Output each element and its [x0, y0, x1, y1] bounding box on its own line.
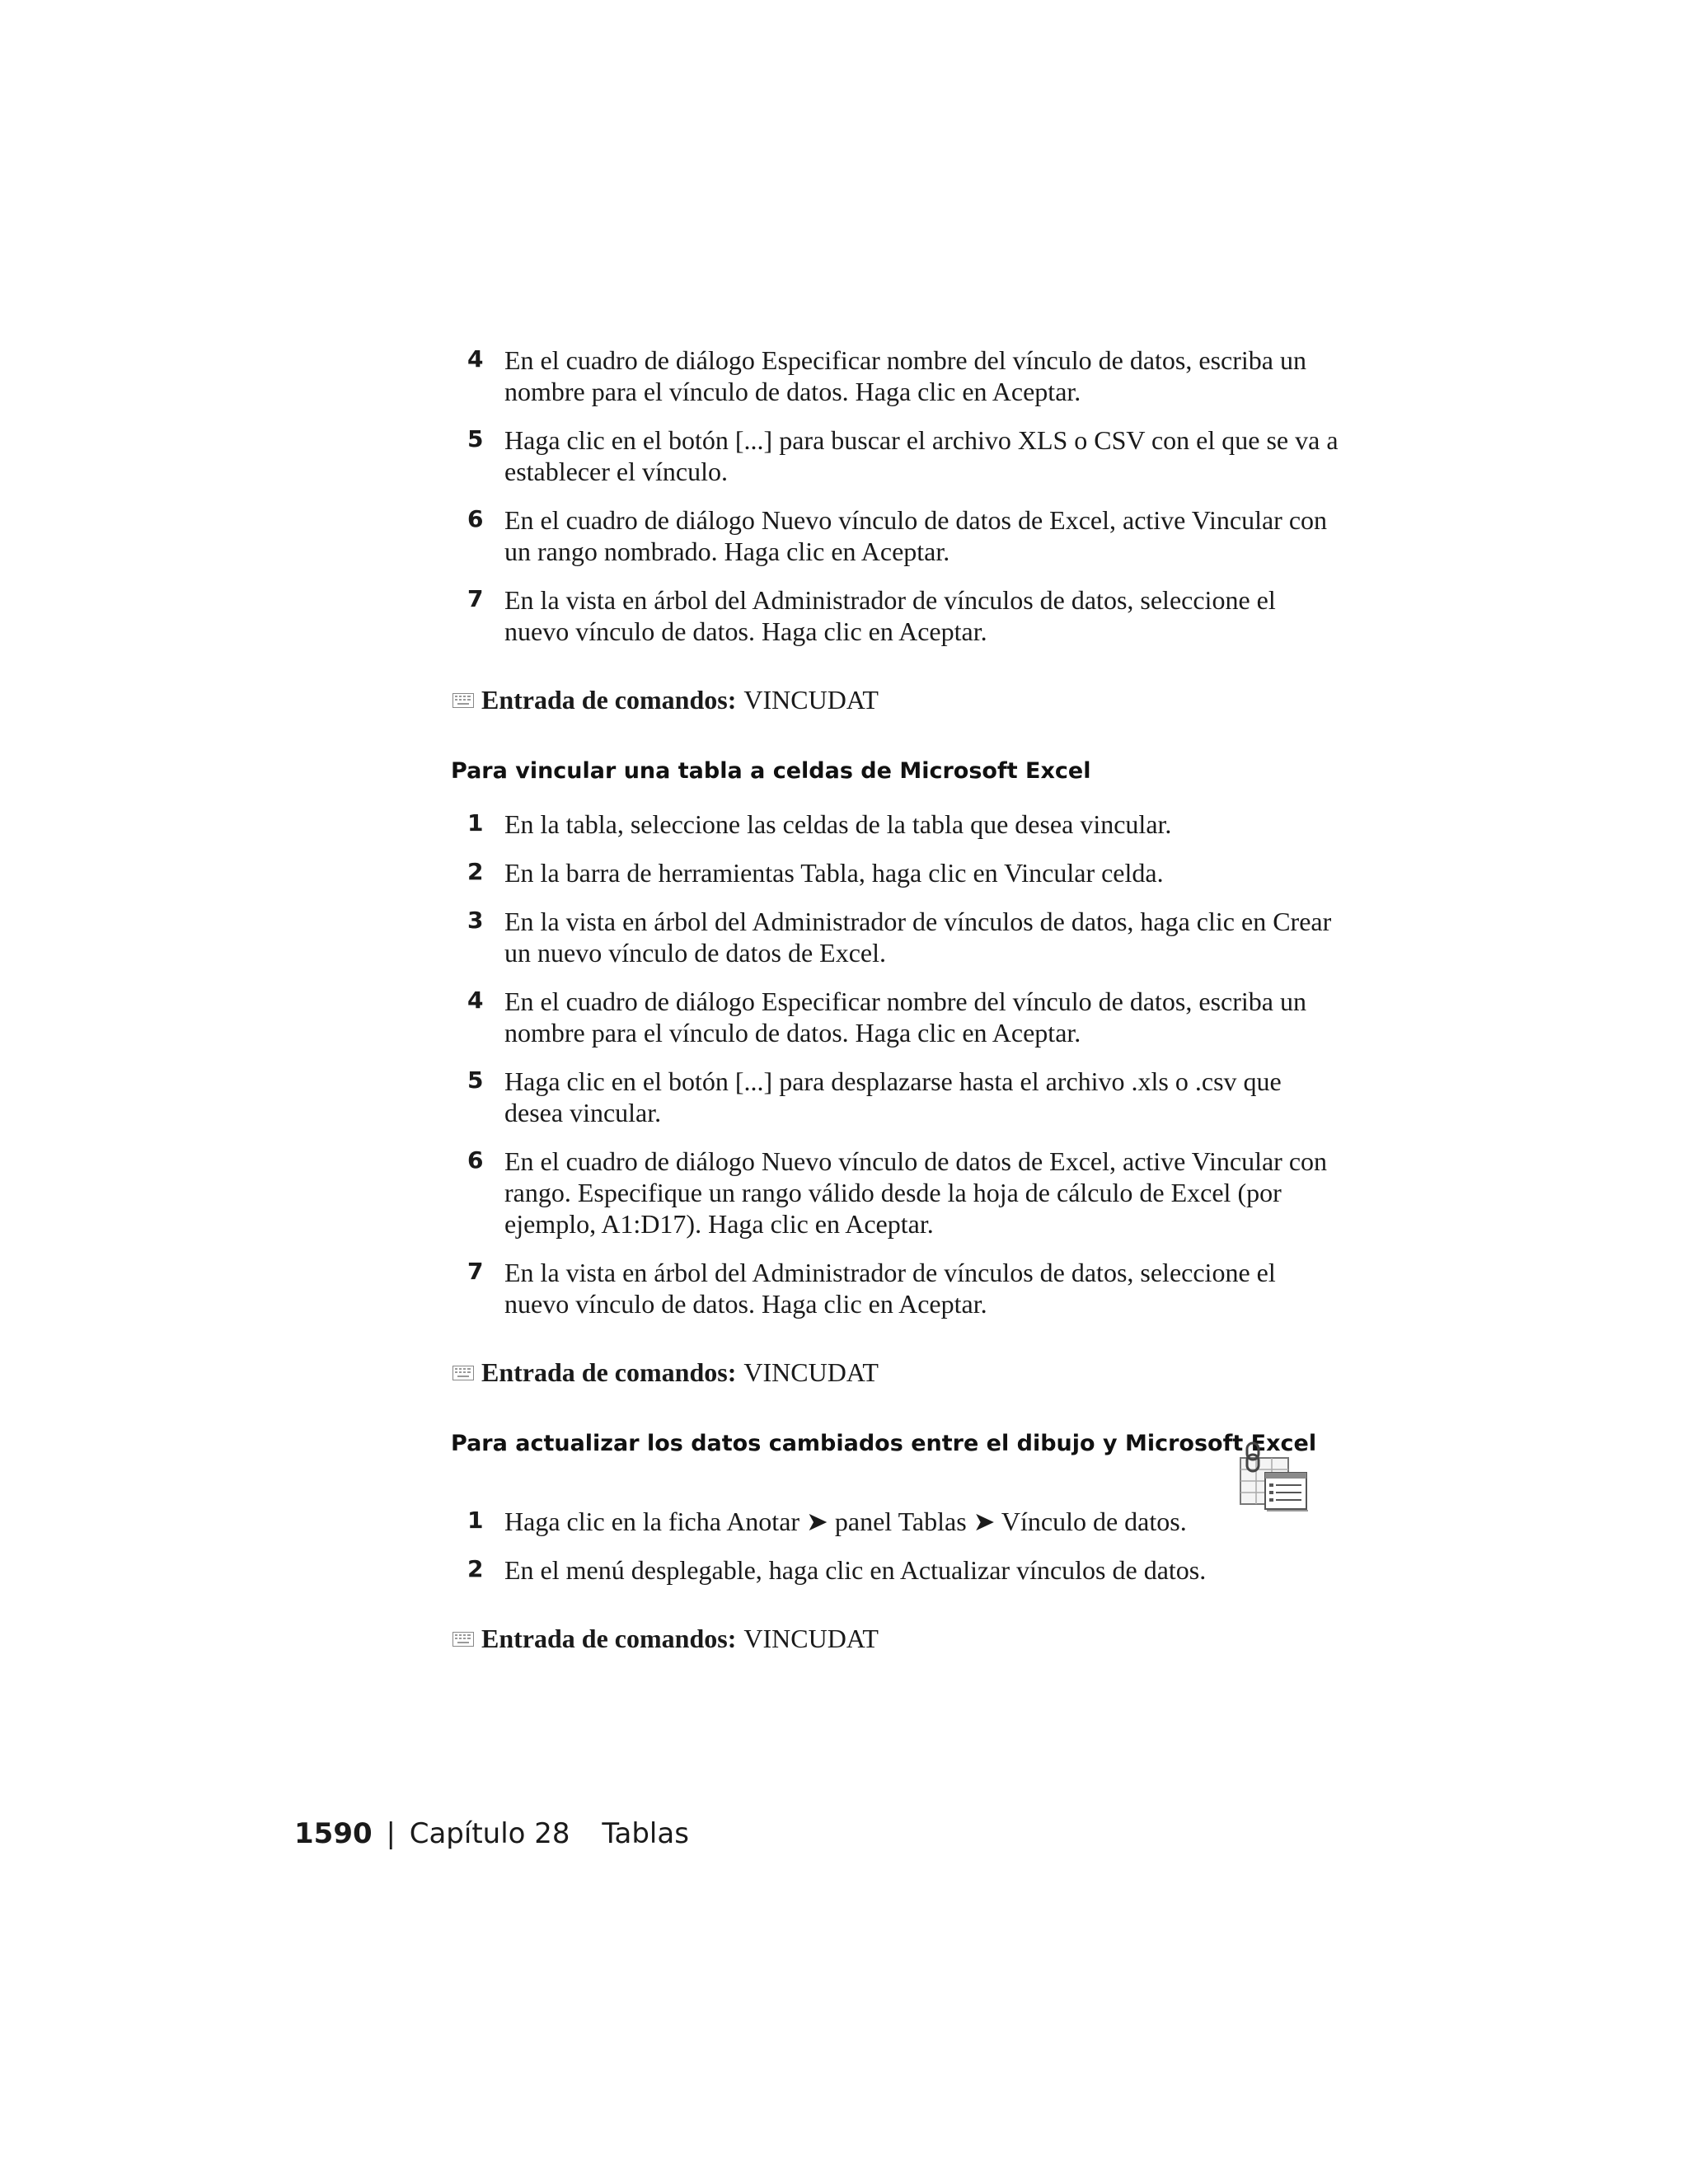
step-number: 1 — [467, 809, 484, 837]
page-content — [451, 344, 1341, 1697]
step-number: 1 — [467, 1507, 484, 1534]
page-number: 1590 — [294, 1817, 373, 1850]
command-label: Entrada de comandos: — [481, 1624, 737, 1653]
command-value: VINCUDAT — [743, 1624, 879, 1653]
page-footer — [294, 1817, 689, 1850]
step-number: 4 — [467, 987, 484, 1014]
section-heading: Para actualizar los datos cambiados entre el dibujo y Microsoft Excel — [451, 1431, 1317, 1456]
step-item — [451, 808, 1341, 840]
step-item — [451, 857, 1341, 888]
chapter-label: Capítulo 28 — [409, 1817, 570, 1850]
step-text: En el cuadro de diálogo Especificar nombre del vínculo de datos, escriba un nombre para el vínculo de datos. Haga clic en Aceptar. — [504, 987, 1306, 1047]
step-number: 6 — [467, 505, 484, 532]
command-value: VINCUDAT — [743, 685, 879, 715]
keyboard-icon — [452, 693, 474, 708]
steps-list-2 — [451, 808, 1341, 1319]
steps-list-3 — [451, 1506, 1341, 1586]
command-entry — [452, 1624, 1341, 1654]
step-text: En la tabla, seleccione las celdas de la tabla que desea vincular. — [504, 809, 1172, 839]
step-item — [451, 1506, 1341, 1537]
step-number: 2 — [467, 858, 484, 885]
step-item — [451, 1257, 1341, 1319]
step-item — [451, 584, 1341, 647]
step-text: Haga clic en la ficha Anotar ➤ panel Tablas ➤ Vínculo de datos. — [504, 1507, 1187, 1536]
step-item — [451, 344, 1341, 407]
command-label: Entrada de comandos: — [481, 685, 737, 715]
steps-list-1 — [451, 344, 1341, 647]
keyboard-icon — [452, 1632, 474, 1647]
keyboard-icon — [452, 1366, 474, 1380]
command-entry — [452, 685, 1341, 715]
step-item — [451, 1554, 1341, 1586]
step-number: 4 — [467, 345, 484, 373]
step-number: 3 — [467, 907, 484, 934]
step-item — [451, 1146, 1341, 1240]
command-label: Entrada de comandos: — [481, 1357, 737, 1387]
step-item — [451, 504, 1341, 567]
step-item — [451, 906, 1341, 968]
step-item — [451, 1066, 1341, 1128]
step-item — [451, 986, 1341, 1048]
step-text: En la barra de herramientas Tabla, haga clic en Vincular celda. — [504, 858, 1164, 888]
footer-separator: | — [386, 1817, 396, 1850]
step-text: En la vista en árbol del Administrador de vínculos de datos, seleccione el nuevo vínculo de datos. Haga clic en Aceptar. — [504, 585, 1276, 646]
step-text: Haga clic en el botón [...] para desplazarse hasta el archivo .xls o .csv que desea vincular. — [504, 1066, 1282, 1127]
step-text: En el cuadro de diálogo Nuevo vínculo de datos de Excel, active Vincular con rango. Especifique un rango válido desde la hoja de cálculo de Excel (por ejemplo, A1:D17). Haga clic en Aceptar. — [504, 1146, 1328, 1239]
section-heading: Para vincular una tabla a celdas de Microsoft Excel — [451, 758, 1091, 784]
chapter-title: Tablas — [602, 1817, 689, 1850]
step-text: En el menú desplegable, haga clic en Actualizar vínculos de datos. — [504, 1555, 1207, 1585]
step-number: 7 — [467, 1258, 484, 1285]
step-text: En la vista en árbol del Administrador de vínculos de datos, seleccione el nuevo vínculo de datos. Haga clic en Aceptar. — [504, 1258, 1276, 1319]
step-number: 6 — [467, 1146, 484, 1174]
step-text: En la vista en árbol del Administrador de vínculos de datos, haga clic en Crear un nuevo vínculo de datos de Excel. — [504, 907, 1332, 968]
step-text: En el cuadro de diálogo Especificar nombre del vínculo de datos, escriba un nombre para el vínculo de datos. Haga clic en Aceptar. — [504, 345, 1306, 406]
step-number: 2 — [467, 1555, 484, 1582]
command-value: VINCUDAT — [743, 1357, 879, 1387]
step-number: 7 — [467, 585, 484, 612]
step-item — [451, 424, 1341, 487]
step-text: En el cuadro de diálogo Nuevo vínculo de datos de Excel, active Vincular con un rango nombrado. Haga clic en Aceptar. — [504, 505, 1328, 566]
step-text: Haga clic en el botón [...] para buscar el archivo XLS o CSV con el que se va a establecer el vínculo. — [504, 425, 1339, 486]
step-number: 5 — [467, 425, 484, 452]
data-link-icon — [1236, 1440, 1310, 1514]
step-number: 5 — [467, 1066, 484, 1094]
command-entry — [452, 1357, 1341, 1388]
